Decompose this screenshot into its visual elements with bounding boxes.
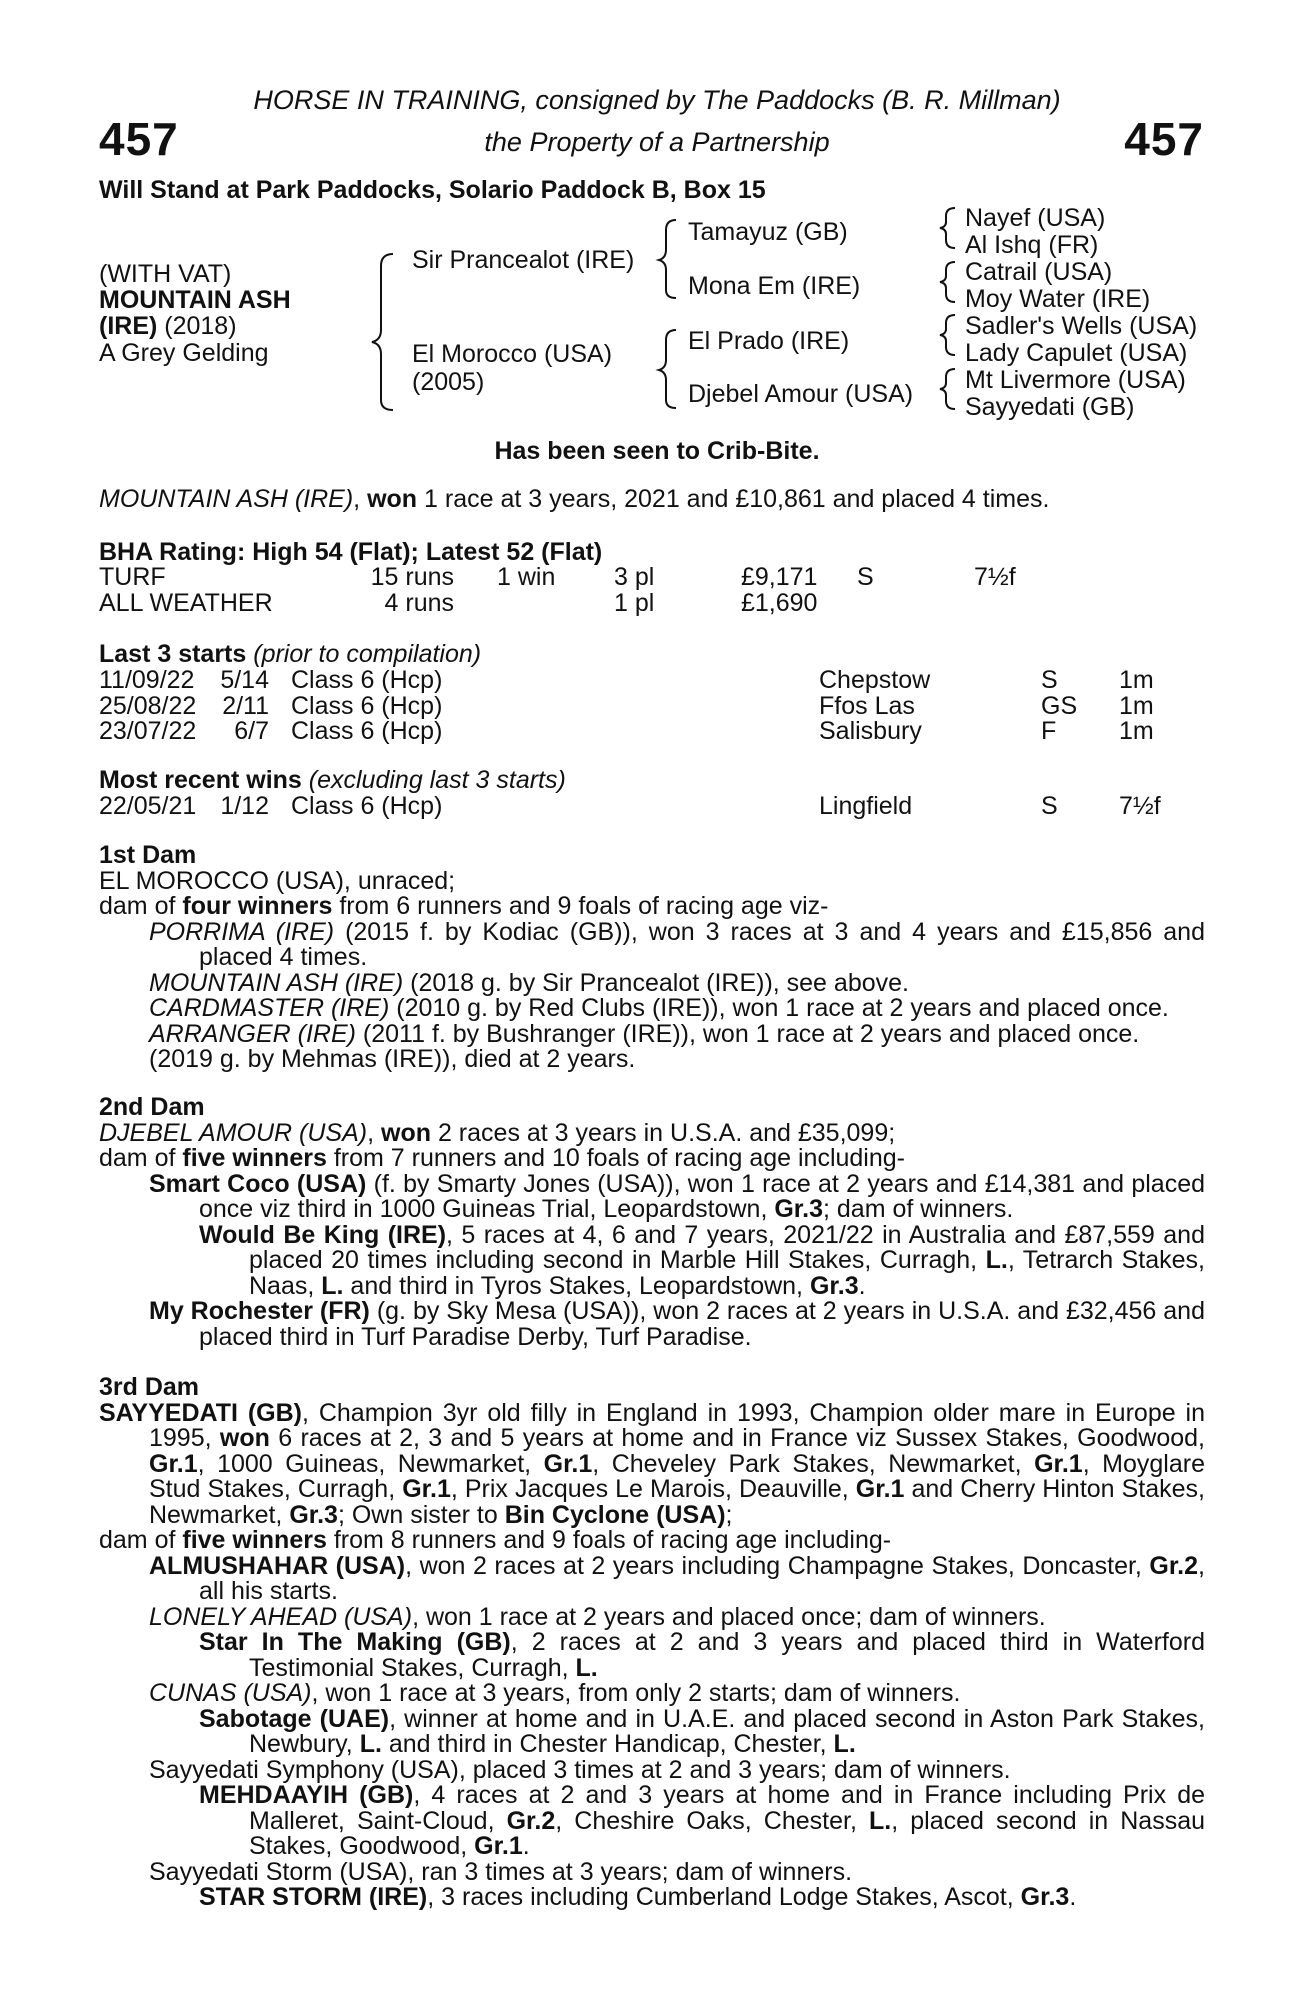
produce-entry [99,1169,1206,1223]
sister-name: Bin Cyclone (USA) [504,1500,726,1529]
produce-detail: , won 1 race at 3 years, from only 2 starts; dam of winners. [311,1679,961,1707]
produce-detail: , 2 races at 2 and 3 years and placed third in Waterford Testimonial Stakes, Curragh, [249,1628,1205,1682]
listed: L. [359,1730,382,1758]
gg-3: Catrail (USA) [965,258,1113,286]
sire: Sir Prancealot (IRE) [412,246,635,274]
produce-name: CARDMASTER (IRE) [149,994,390,1022]
first-dam-produce-line [99,894,1205,920]
text: , Cheveley Park Stakes, Newmarket, [592,1449,1035,1478]
produce-name: Smart Coco (USA) [149,1169,367,1198]
horse-description: A Grey Gelding [99,339,269,367]
bracket-sire [659,220,676,298]
grade: Gr.3 [809,1271,859,1300]
start-class: Class 6 (Hcp) [291,717,443,745]
produce-name: MOUNTAIN ASH (IRE) [149,968,404,997]
text: ; dam of winners. [823,1195,1014,1223]
horse-country: (IRE) [99,312,158,340]
first-dam-line: EL MOROCCO (USA), unraced; [99,866,456,895]
dam-dam: Djebel Amour (USA) [688,380,914,408]
gg-7: Mt Livermore (USA) [965,366,1186,394]
bracket-g1 [940,208,955,248]
start-position: 2/11 [222,692,269,720]
race-summary [99,486,1049,512]
produce-name: LONELY AHEAD (USA) [149,1602,413,1631]
text: and third in Tyros Stakes, Leopardstown, [343,1271,810,1300]
gg-1: Nayef (USA) [965,204,1106,232]
text: dam of [99,1526,183,1554]
horse-year: (2018) [157,312,237,340]
grade: Gr.1 [402,1475,451,1503]
listed: L. [833,1730,856,1758]
second-dam-heading: 2nd Dam [99,1093,205,1121]
start-date: 25/08/22 [99,692,197,720]
sire-dam: Mona Em (IRE) [688,272,861,300]
grade: Gr.1 [474,1832,523,1860]
produce-entry [99,917,1205,971]
start-going: F [1041,717,1057,745]
produce-name: Would Be King (IRE) [199,1220,447,1249]
grade: Gr.2 [1149,1551,1199,1580]
property-line: the Property of a Partnership [484,127,830,157]
start-going: GS [1041,692,1078,720]
dam-sire: El Prado (IRE) [688,327,850,355]
third-dam-line [99,1398,1205,1529]
produce-entry [99,1681,1205,1707]
text: and Cherry Hinton Stakes, Newmarket, [149,1475,1205,1529]
last-starts-subtitle: (prior to compilation) [246,640,482,668]
text: . [522,1832,530,1860]
record-going: S [857,563,874,591]
grade: Gr.3 [289,1500,338,1529]
listed: L. [869,1806,892,1835]
record-placed: 1 pl [614,589,655,617]
won: won [219,1424,270,1452]
produce-detail: , 5 races at 4, 6 and 7 years, 2021/22 in Australia and £87,559 and placed 20 times including second in Marble Hill Stakes, Curragh, [249,1220,1205,1274]
dam-year: (2005) [412,368,485,396]
text: from 6 runners and 9 foals of racing age viz- [332,892,829,920]
stand-location: Will Stand at Park Paddocks, Solario Paddock B, Box 15 [99,176,766,204]
produce-entry [99,1551,1205,1605]
bracket-g2 [940,262,955,302]
produce-detail: , 4 races at 2 and 3 years at home and in France including Prix de Malleret, Saint-Cloud, [249,1781,1206,1835]
bha-rating: BHA Rating: High 54 (Flat); Latest 52 (Flat) [99,538,603,566]
text: , placed second in Nassau Stakes, Goodwood, [249,1806,1205,1860]
text: , all his starts. [199,1551,1205,1605]
second-dam-section [99,1095,1205,1350]
produce-name: MEHDAAYIH (GB) [199,1781,414,1809]
produce-detail: (2011 f. by Bushranger (IRE)), won 1 race at 2 years and placed once. [355,1019,1140,1048]
win-course: Lingfield [819,792,913,820]
winner-count: four winners [182,892,333,920]
summary-sep: , [353,485,368,513]
produce-entry [99,1602,1205,1631]
grade: Gr.1 [855,1475,905,1503]
win-date: 22/05/21 [99,792,197,820]
produce-entry: Sayyedati Symphony (USA), placed 3 times at 2 and 3 years; dam of winners. [149,1755,1011,1784]
bracket-dam [659,330,676,408]
vat-label: (WITH VAT) [99,260,232,288]
text: 2 races at 3 years in U.S.A. and £35,099; [431,1118,896,1147]
grade: Gr.2 [506,1806,556,1835]
start-distance: 1m [1119,717,1154,745]
produce-name: CUNAS (USA) [149,1679,312,1707]
gg-2: Al Ishq (FR) [965,231,1099,259]
listed: L. [575,1653,598,1682]
win-position: 1/12 [220,792,269,820]
lot-number-right: 457 [1124,113,1204,165]
text: and third in Chester Handicap, Chester, [381,1730,834,1758]
start-course: Salisbury [819,717,922,745]
record-runs: 4 runs [384,589,454,617]
recent-wins-title: Most recent wins [99,766,302,794]
produce-detail: (f. by Smarty Jones (USA)), won 1 race at 2 years and £14,381 and placed once viz third in 1000 Guineas Trial, Leopardstown, [199,1169,1206,1223]
start-date: 11/09/22 [99,666,195,694]
produce-name: Sabotage (UAE) [199,1704,390,1733]
gg-4: Moy Water (IRE) [965,285,1151,313]
second-dam-produce-line [99,1146,1205,1172]
first-dam-section [99,843,1205,1073]
winner-count: five winners [182,1144,327,1172]
start-distance: 1m [1119,666,1154,694]
won: won [381,1118,432,1147]
listed: L. [321,1271,344,1300]
produce-entry [99,1299,1205,1350]
record-prize: £1,690 [741,589,818,617]
text: . [1069,1883,1077,1911]
text: , [367,1118,382,1147]
start-date: 23/07/22 [99,717,197,745]
gg-5: Sadler's Wells (USA) [965,312,1198,340]
start-course: Chepstow [819,666,931,694]
record-placed: 3 pl [614,563,655,591]
winner-count: five winners [182,1526,327,1554]
text: , Tetrarch Stakes, Naas, [249,1246,1205,1300]
produce-detail: , won 2 races at 2 years including Champagne Stakes, Doncaster, [405,1551,1150,1580]
produce-detail: (2010 g. by Red Clubs (IRE)), won 1 race at 2 years and placed once. [389,994,1169,1022]
summary-won: won [367,485,418,513]
text: dam of [99,892,183,920]
text: ; [725,1500,733,1529]
start-going: S [1041,666,1058,694]
summary-rest: 1 race at 3 years, 2021 and £10,861 and placed 4 times. [417,485,1050,513]
third-dam-heading: 3rd Dam [99,1373,200,1401]
produce-detail: (2015 f. by Kodiac (GB)), won 3 races at 3 and 4 years and £15,856 and placed 4 times. [199,917,1205,971]
produce-entry [99,1783,1205,1860]
third-dam-produce-line [99,1528,1205,1554]
bracket-main [372,254,393,410]
produce-name: STAR STORM (IRE) [199,1883,428,1911]
last-starts-heading [99,641,481,667]
second-dam-line [99,1118,1205,1147]
start-position: 6/7 [234,717,269,745]
grade: Gr.1 [1034,1449,1083,1478]
first-dam-heading: 1st Dam [99,841,197,869]
produce-entry [99,996,1205,1022]
produce-name: My Rochester (FR) [149,1297,370,1325]
produce-entry [99,1220,1205,1300]
sire-sire: Tamayuz (GB) [688,218,848,246]
dam-name: SAYYEDATI (GB) [99,1398,302,1427]
produce-entry: (2019 g. by Mehmas (IRE)), died at 2 years. [149,1045,636,1073]
produce-detail: , 3 races including Cumberland Lodge Stakes, Ascot, [427,1883,1021,1911]
text: , 1000 Guineas, Newmarket, [197,1449,544,1478]
produce-name: ARRANGER (IRE) [149,1019,356,1048]
grade: Gr.1 [149,1449,198,1478]
grade: Gr.3 [1020,1883,1070,1911]
dam: El Morocco (USA) [412,340,613,368]
record-runs: 15 runs [370,563,454,591]
produce-entry [99,1885,1205,1911]
gg-6: Lady Capulet (USA) [965,339,1188,367]
record-wins: 1 win [497,563,556,591]
horse-name: MOUNTAIN ASH [99,286,291,314]
text: ; Own sister to [337,1500,505,1529]
grade: Gr.3 [774,1195,823,1223]
third-dam-section [99,1375,1205,1911]
bracket-g4 [940,369,955,409]
record-surface: TURF [99,563,166,591]
produce-name: PORRIMA (IRE) [149,917,335,946]
produce-detail: (2018 g. by Sir Prancealot (IRE)), see above. [403,968,909,997]
text: . [858,1271,866,1300]
produce-detail: (g. by Sky Mesa (USA)), won 2 races at 2 years in U.S.A. and £32,456 and placed third in Turf Paradise Derby, Turf Paradise. [199,1297,1205,1351]
win-distance: 7½f [1119,792,1161,820]
start-course: Ffos Las [819,692,915,720]
win-going: S [1041,792,1058,820]
text: , Prix Jacques Le Marois, Deauville, [450,1475,856,1503]
text: 6 races at 2, 3 and 5 years at home and in France viz Sussex Stakes, Goodwood, [269,1424,1205,1452]
start-class: Class 6 (Hcp) [291,666,443,694]
produce-detail: , won 1 race at 2 years and placed once; dam of winners. [412,1602,1046,1631]
bracket-g3 [940,315,955,355]
produce-entry [99,1630,1205,1681]
gg-8: Sayyedati (GB) [965,393,1135,421]
text: , Moyglare Stud Stakes, Curragh, [149,1449,1205,1503]
win-class: Class 6 (Hcp) [291,792,443,820]
produce-entry [99,1704,1205,1758]
dam-name: DJEBEL AMOUR (USA) [99,1118,368,1147]
listed: L. [985,1246,1008,1274]
summary-horse-name: MOUNTAIN ASH (IRE) [99,485,354,513]
start-class: Class 6 (Hcp) [291,692,443,720]
start-position: 5/14 [220,666,269,694]
text: from 7 runners and 10 foals of racing age including- [326,1144,905,1172]
text: from 8 runners and 9 foals of racing age including- [326,1526,892,1554]
start-distance: 1m [1119,692,1154,720]
text: , Champion 3yr old filly in England in 1993, Champion older mare in Europe in 1995, [149,1398,1205,1452]
grade: Gr.1 [543,1449,593,1478]
recent-wins-subtitle: (excluding last 3 starts) [301,766,566,794]
text: dam of [99,1144,183,1172]
produce-name: ALMUSHAHAR (USA) [149,1551,406,1580]
produce-detail: , winner at home and in U.A.E. and placed second in Aston Park Stakes, Newbury, [249,1704,1205,1758]
vices-note: Has been seen to Crib-Bite. [494,437,820,465]
recent-wins-heading [99,767,566,793]
record-prize: £9,171 [741,563,818,591]
produce-name: Star In The Making (GB) [199,1628,511,1656]
last-starts-title: Last 3 starts [99,640,247,668]
record-surface: ALL WEATHER [99,589,273,617]
record-distance: 7½f [974,563,1016,591]
produce-entry [99,968,1205,997]
lot-number-left: 457 [99,113,179,165]
text: , Cheshire Oaks, Chester, [555,1806,869,1835]
produce-entry [99,1019,1205,1048]
produce-entry: Sayyedati Storm (USA), ran 3 times at 3 years; dam of winners. [149,1857,853,1886]
consignment-line: HORSE IN TRAINING, consigned by The Paddocks (B. R. Millman) [253,85,1061,115]
